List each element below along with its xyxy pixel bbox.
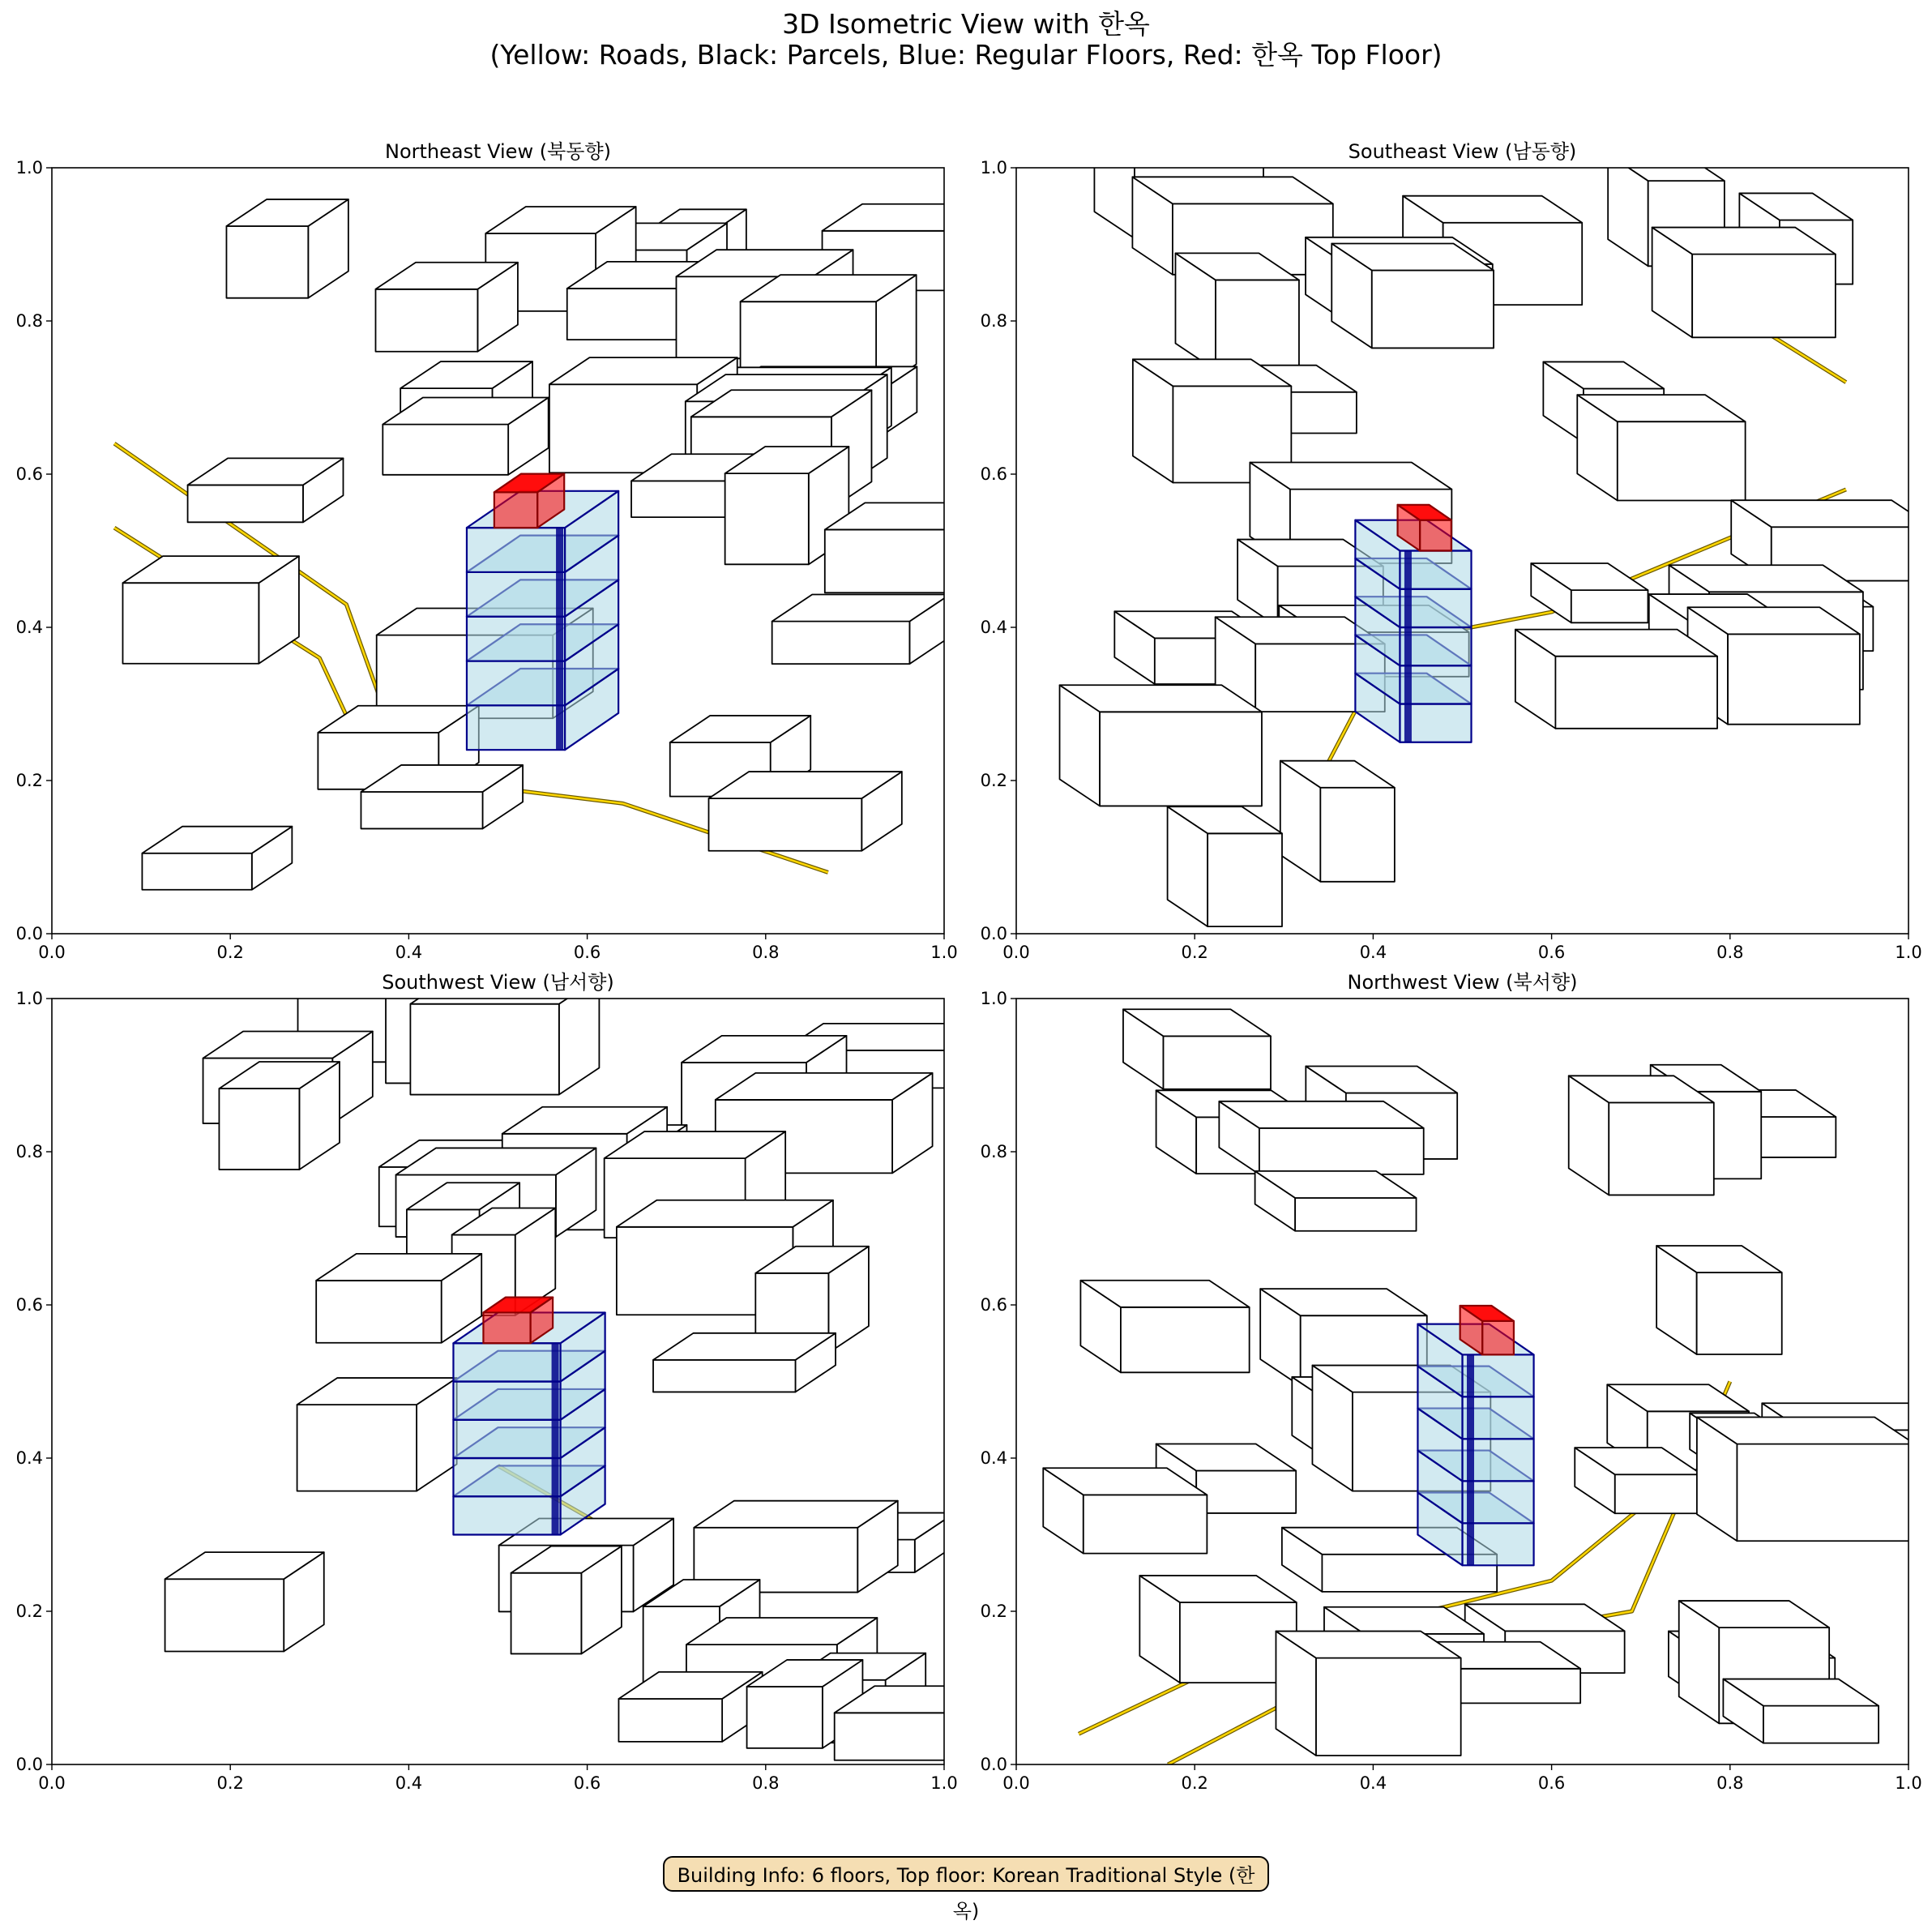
plot-area bbox=[1060, 139, 1932, 926]
subplot-2 bbox=[981, 139, 1932, 962]
parcel-building bbox=[297, 1378, 457, 1491]
parcel-building bbox=[226, 199, 348, 298]
y-tick-label: 0.8 bbox=[980, 311, 1007, 331]
x-tick-label: 0.4 bbox=[1359, 943, 1387, 962]
subplot-title: Southwest View (남서향) bbox=[382, 971, 614, 994]
x-tick-label: 0.4 bbox=[1359, 1773, 1387, 1793]
x-tick-label: 0.8 bbox=[1716, 1773, 1744, 1793]
subplot-title: Northeast View (북동향) bbox=[384, 140, 612, 163]
y-tick-label: 0.4 bbox=[15, 1448, 43, 1468]
stair-core bbox=[1404, 551, 1412, 742]
parcel-building bbox=[1652, 228, 1836, 338]
parcel-building bbox=[1331, 243, 1494, 348]
y-tick-label: 1.0 bbox=[980, 158, 1007, 178]
figure-title-line2: (Yellow: Roads, Black: Parcels, Blue: Regular Floors, Red: 한옥 Top Floor) bbox=[489, 39, 1443, 71]
y-tick-label: 0.0 bbox=[15, 1755, 43, 1774]
parcel-building bbox=[511, 1546, 622, 1654]
y-tick-label: 0.2 bbox=[15, 771, 43, 790]
parcel-building bbox=[165, 1552, 324, 1651]
parcel-building bbox=[316, 1254, 481, 1343]
parcel-building bbox=[1569, 1076, 1714, 1195]
x-tick-label: 0.6 bbox=[1537, 1773, 1566, 1793]
subplot-title: Southeast View (남동향) bbox=[1348, 140, 1577, 163]
x-tick-label: 1.0 bbox=[1895, 943, 1922, 962]
y-tick-label: 1.0 bbox=[15, 989, 43, 1008]
y-tick-label: 0.0 bbox=[980, 924, 1007, 943]
parcel-building bbox=[375, 263, 517, 352]
target-building bbox=[453, 1298, 605, 1535]
x-tick-label: 0.8 bbox=[752, 943, 780, 962]
parcel-building bbox=[835, 1686, 987, 1760]
y-tick-label: 0.4 bbox=[15, 618, 43, 637]
parcel-building bbox=[1255, 1171, 1417, 1231]
y-tick-label: 0.6 bbox=[15, 464, 43, 484]
x-tick-label: 1.0 bbox=[930, 1773, 958, 1793]
subplot-1 bbox=[16, 140, 1023, 962]
plot-area bbox=[114, 199, 1023, 890]
y-tick-label: 0.6 bbox=[15, 1295, 43, 1315]
parcel-building bbox=[1577, 395, 1745, 500]
x-tick-label: 0.8 bbox=[1716, 943, 1744, 962]
y-tick-label: 1.0 bbox=[15, 158, 43, 178]
x-tick-label: 1.0 bbox=[930, 943, 958, 962]
figure-title-line1: 3D Isometric View with 한옥 bbox=[782, 8, 1150, 40]
parcel-building bbox=[188, 458, 344, 522]
parcel-building bbox=[653, 1333, 836, 1392]
parcel-building bbox=[1276, 1632, 1460, 1756]
parcel-building bbox=[694, 1501, 897, 1593]
parcel-building bbox=[1656, 1246, 1782, 1354]
parcel-building bbox=[708, 772, 901, 851]
x-tick-label: 0.2 bbox=[216, 1773, 244, 1793]
stair-core bbox=[556, 528, 563, 750]
y-tick-label: 0.0 bbox=[15, 924, 43, 943]
x-tick-label: 0.4 bbox=[395, 1773, 423, 1793]
parcel-building bbox=[1175, 253, 1298, 370]
x-tick-label: 0.8 bbox=[752, 1773, 780, 1793]
y-tick-label: 0.8 bbox=[15, 311, 43, 331]
parcel-building bbox=[410, 977, 599, 1095]
y-tick-label: 0.6 bbox=[980, 464, 1007, 484]
parcel-building bbox=[1080, 1281, 1249, 1373]
parcel-building bbox=[618, 1672, 762, 1742]
target-building bbox=[467, 474, 618, 751]
target-building bbox=[1355, 505, 1471, 742]
subplot-3 bbox=[16, 961, 987, 1793]
building-info-box: Building Info: 6 floors, Top floor: Korean Traditional Style (한옥) bbox=[663, 1856, 1269, 1892]
x-tick-label: 0.6 bbox=[573, 943, 601, 962]
y-tick-label: 0.8 bbox=[15, 1142, 43, 1161]
parcel-building bbox=[1060, 685, 1262, 806]
plot-area bbox=[1043, 1009, 1932, 1764]
parcel-building bbox=[772, 595, 950, 665]
y-tick-label: 0.2 bbox=[15, 1602, 43, 1621]
x-tick-label: 0.0 bbox=[38, 1773, 66, 1793]
stair-core bbox=[552, 1343, 559, 1534]
x-tick-label: 1.0 bbox=[1895, 1773, 1922, 1793]
x-tick-label: 0.6 bbox=[573, 1773, 601, 1793]
x-tick-label: 0.2 bbox=[1181, 943, 1208, 962]
parcel-building bbox=[142, 827, 292, 890]
x-tick-label: 0.0 bbox=[1002, 1773, 1030, 1793]
y-tick-label: 0.2 bbox=[980, 771, 1007, 790]
x-tick-label: 0.6 bbox=[1537, 943, 1566, 962]
plot-area bbox=[165, 961, 987, 1760]
stair-core bbox=[1467, 1354, 1474, 1565]
parcel-building bbox=[1697, 1418, 1915, 1542]
y-tick-label: 0.4 bbox=[980, 1448, 1007, 1468]
target-building bbox=[1417, 1306, 1533, 1565]
parcel-building bbox=[1515, 630, 1717, 729]
parcel-building bbox=[1139, 1576, 1296, 1683]
x-tick-label: 0.4 bbox=[395, 943, 423, 962]
parcel-building bbox=[122, 556, 298, 664]
parcel-building bbox=[1723, 1679, 1879, 1743]
parcel-building bbox=[1280, 761, 1395, 882]
x-tick-label: 0.2 bbox=[216, 943, 244, 962]
subplot-4 bbox=[981, 971, 1932, 1793]
y-tick-label: 0.0 bbox=[980, 1755, 1007, 1774]
x-tick-label: 0.0 bbox=[38, 943, 66, 962]
parcel-building bbox=[383, 398, 548, 475]
parcel-building bbox=[1219, 1101, 1423, 1174]
parcel-building bbox=[1123, 1009, 1271, 1089]
y-tick-label: 0.8 bbox=[980, 1142, 1007, 1161]
x-tick-label: 0.2 bbox=[1181, 1773, 1208, 1793]
y-tick-label: 0.2 bbox=[980, 1602, 1007, 1621]
subplot-title: Northwest View (북서향) bbox=[1347, 971, 1578, 994]
y-tick-label: 1.0 bbox=[980, 989, 1007, 1008]
parcel-building bbox=[219, 1062, 340, 1170]
parcel-building bbox=[1043, 1468, 1207, 1553]
parcel-building bbox=[1168, 806, 1282, 926]
y-tick-label: 0.4 bbox=[980, 618, 1007, 637]
x-tick-label: 0.0 bbox=[1002, 943, 1030, 962]
y-tick-label: 0.6 bbox=[980, 1295, 1007, 1315]
parcel-building bbox=[825, 503, 1007, 592]
